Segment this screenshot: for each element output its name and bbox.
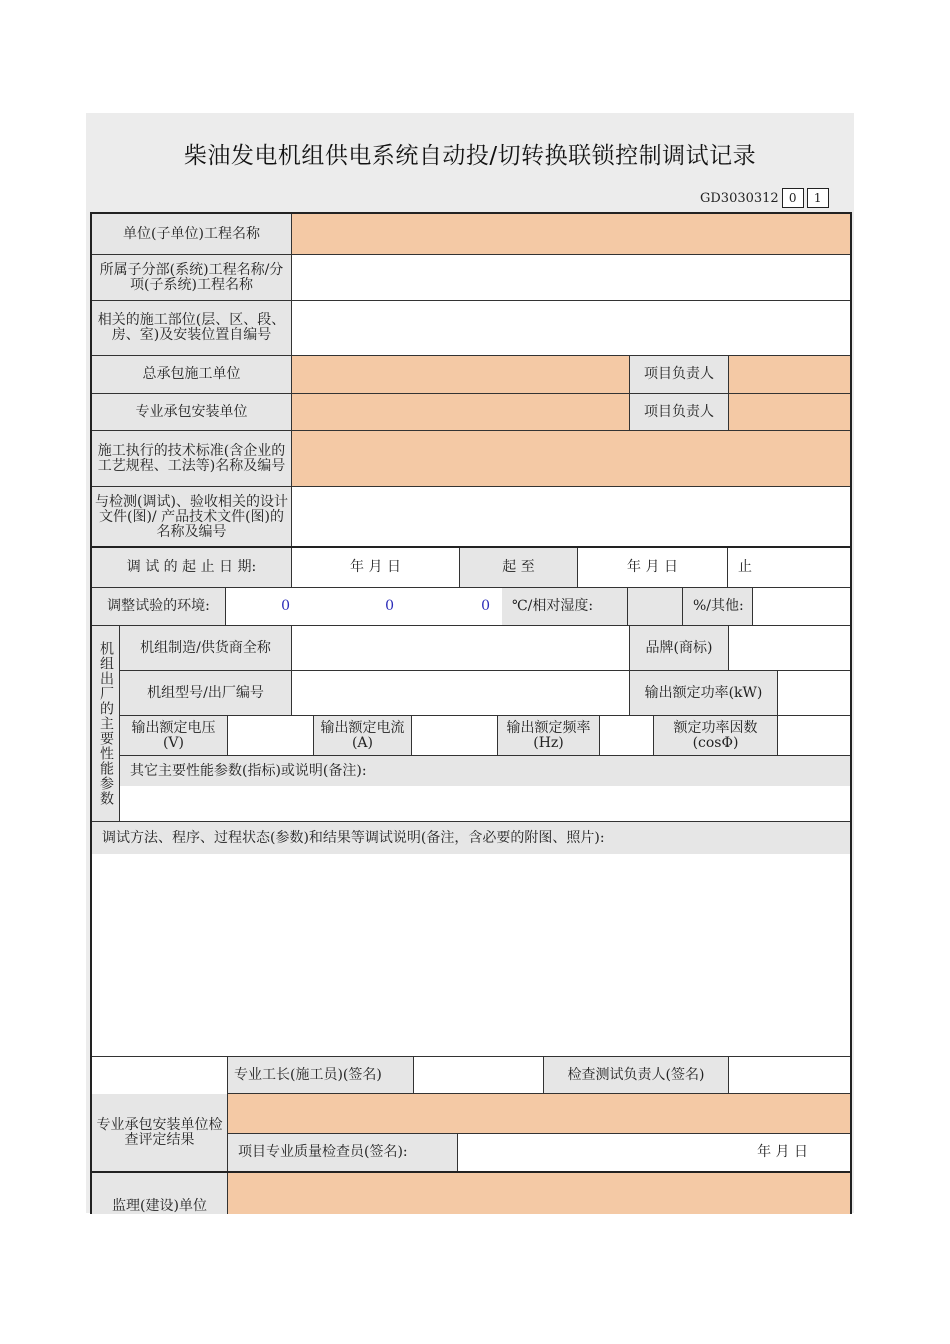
specialty-contractor-label: 专业承包安装单位 [92,394,292,431]
power-factor-field[interactable] [778,716,850,756]
form-code-text: GD3030312 [700,190,779,206]
project-leader-label-2: 项目负责人 [630,394,729,431]
environment-value-3[interactable]: 0 [426,588,502,626]
location-field[interactable] [292,301,850,356]
standard-field[interactable] [292,431,850,487]
form-code [700,188,829,208]
brand-field[interactable] [729,626,850,671]
design-docs-label: 与检测(调试)、验收相关的设计文件(图)/ 产品技术文件(图)的名称及编号 [92,487,292,547]
from-to-label: 起 至 [460,548,578,588]
manufacturer-field[interactable] [292,626,630,671]
inspection-date-field[interactable]: 年 月 日 [458,1134,850,1172]
test-desc-label: 调试方法、程序、过程状态(参数)和结果等调试说明(备注，含必要的附图、照片): [92,822,850,854]
genset-side-label: 机组出厂的主要性能参数 [92,626,120,822]
design-docs-field[interactable] [292,487,850,547]
rated-current-field[interactable] [412,716,498,756]
subproject-name-field[interactable] [292,255,850,301]
unit-project-name-label: 单位(子单位)工程名称 [92,214,292,255]
eval-result-label: 专业承包安装单位检查评定结果 [92,1094,228,1172]
location-label: 相关的施工部位(层、区、段、房、室)及安装位置自编号 [92,301,292,356]
form-title: 柴油发电机组供电系统自动投/切转换联锁控制调试记录 [183,143,757,169]
stop-label: 止 [728,548,850,588]
manufacturer-label: 机组制造/供货商全称 [120,626,292,671]
rated-power-field[interactable] [778,671,850,716]
rated-voltage-field[interactable] [228,716,314,756]
eval-result-field[interactable] [228,1094,850,1134]
foreman-signature-field[interactable] [414,1057,544,1094]
general-contractor-field[interactable] [292,356,630,394]
power-factor-label: 额定功率因数(cosΦ) [654,716,778,756]
supervisor-label: 监理(建设)单位 [92,1173,228,1214]
environment-value-1[interactable]: 0 [226,588,326,626]
rated-current-label: 输出额定电流(A) [314,716,412,756]
end-date-field[interactable]: 年 月 日 [578,548,728,588]
form-code-box-1[interactable]: 0 [782,188,804,208]
record-table [90,212,852,1214]
supervisor-field[interactable] [228,1173,850,1214]
form-code-box-2[interactable]: 1 [807,188,829,208]
standard-label: 施工执行的技术标准(含企业的工艺规程、工法等)名称及编号 [92,431,292,487]
foreman-label: 专业工长(施工员)(签名) [228,1057,414,1094]
start-date-field[interactable]: 年 月 日 [292,548,460,588]
other-params-label: 其它主要性能参数(指标)或说明(备注): [120,756,850,786]
other-env-field[interactable] [753,588,850,626]
specialty-contractor-field[interactable] [292,394,630,431]
rated-frequency-field[interactable] [600,716,654,756]
humidity-label: ℃/相对湿度: [502,588,628,626]
environment-value-2[interactable]: 0 [326,588,426,626]
unit-project-name-field[interactable] [292,214,850,255]
eval-spacer-top [92,1057,228,1097]
general-contractor-label: 总承包施工单位 [92,356,292,394]
other-params-field[interactable] [120,786,850,822]
brand-label: 品牌(商标) [630,626,729,671]
rated-power-label: 输出额定功率(kW) [630,671,778,716]
other-env-label: %/其他: [683,588,753,626]
test-leader-signature-field[interactable] [729,1057,850,1094]
rated-frequency-label: 输出额定频率(Hz) [498,716,600,756]
test-leader-label: 检查测试负责人(签名) [544,1057,729,1094]
project-leader-field-1[interactable] [729,356,850,394]
project-leader-label-1: 项目负责人 [630,356,729,394]
subproject-name-label: 所属子分部(系统)工程名称/分项(子系统)工程名称 [92,255,292,301]
test-desc-field[interactable] [92,854,850,1057]
humidity-field[interactable] [628,588,683,626]
model-label: 机组型号/出厂编号 [120,671,292,716]
rated-voltage-label: 输出额定电压(V) [120,716,228,756]
inspector-label: 项目专业质量检查员(签名): [228,1134,458,1172]
project-leader-field-2[interactable] [729,394,850,431]
environment-label: 调整试验的环境: [92,588,226,626]
test-dates-label: 调 试 的 起 止 日 期: [92,548,292,588]
model-field[interactable] [292,671,630,716]
